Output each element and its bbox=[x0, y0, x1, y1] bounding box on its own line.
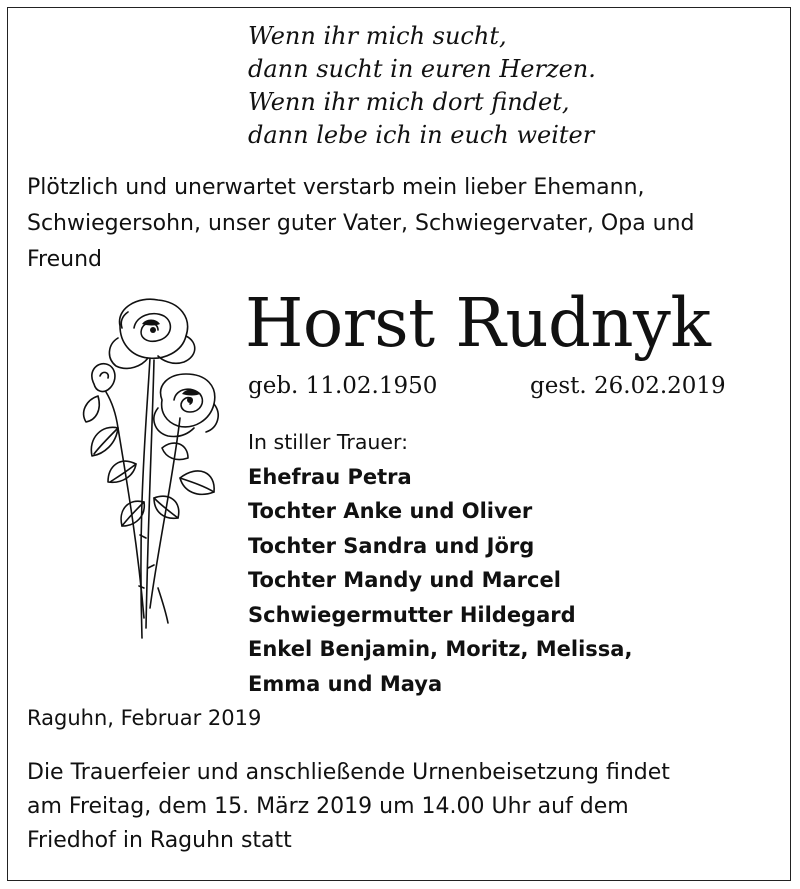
mourner-entry: Emma und Maya bbox=[248, 671, 443, 696]
mourner-entry: Schwiegermutter Hildegard bbox=[248, 602, 576, 627]
rose-illustration-icon bbox=[58, 288, 233, 648]
mourner-entry: Tochter Sandra und Jörg bbox=[248, 533, 535, 558]
poem-line: dann lebe ich in euch weiter bbox=[248, 121, 595, 149]
mourners-list bbox=[248, 425, 632, 701]
mourner-entry: Enkel Benjamin, Moritz, Melissa, bbox=[248, 637, 633, 661]
intro-line: Freund bbox=[27, 247, 103, 272]
intro-line: Plötzlich und unerwartet verstarb mein lieber Ehemann, bbox=[27, 175, 645, 200]
funeral-line: Friedhof in Raguhn statt bbox=[27, 828, 292, 853]
mourner-entry: Tochter Anke und Oliver bbox=[248, 499, 533, 523]
funeral-line: am Freitag, dem 15. März 2019 um 14.00 Uhr auf dem bbox=[27, 794, 629, 819]
mourner-entry: Ehefrau Petra bbox=[248, 464, 412, 489]
intro-text bbox=[27, 170, 777, 278]
poem bbox=[248, 20, 596, 152]
funeral-info bbox=[27, 756, 670, 858]
funeral-line: Die Trauerfeier und anschließende Urnenbeisetzung findet bbox=[27, 760, 670, 785]
birth-date: geb. 11.02.1950 bbox=[248, 373, 438, 399]
mourner-entry: Tochter Mandy und Marcel bbox=[248, 568, 561, 592]
place-date: Raguhn, Februar 2019 bbox=[27, 706, 262, 730]
poem-line: Wenn ihr mich dort findet, bbox=[248, 88, 570, 116]
intro-line: Schwiegersohn, unser guter Vater, Schwiegervater, Opa und bbox=[27, 211, 695, 236]
poem-line: dann sucht in euren Herzen. bbox=[248, 55, 596, 83]
deceased-name: Horst Rudnyk bbox=[245, 284, 711, 362]
mourners-label: In stiller Trauer: bbox=[248, 430, 408, 454]
poem-line: Wenn ihr mich sucht, bbox=[248, 22, 507, 50]
death-date: gest. 26.02.2019 bbox=[530, 373, 726, 399]
